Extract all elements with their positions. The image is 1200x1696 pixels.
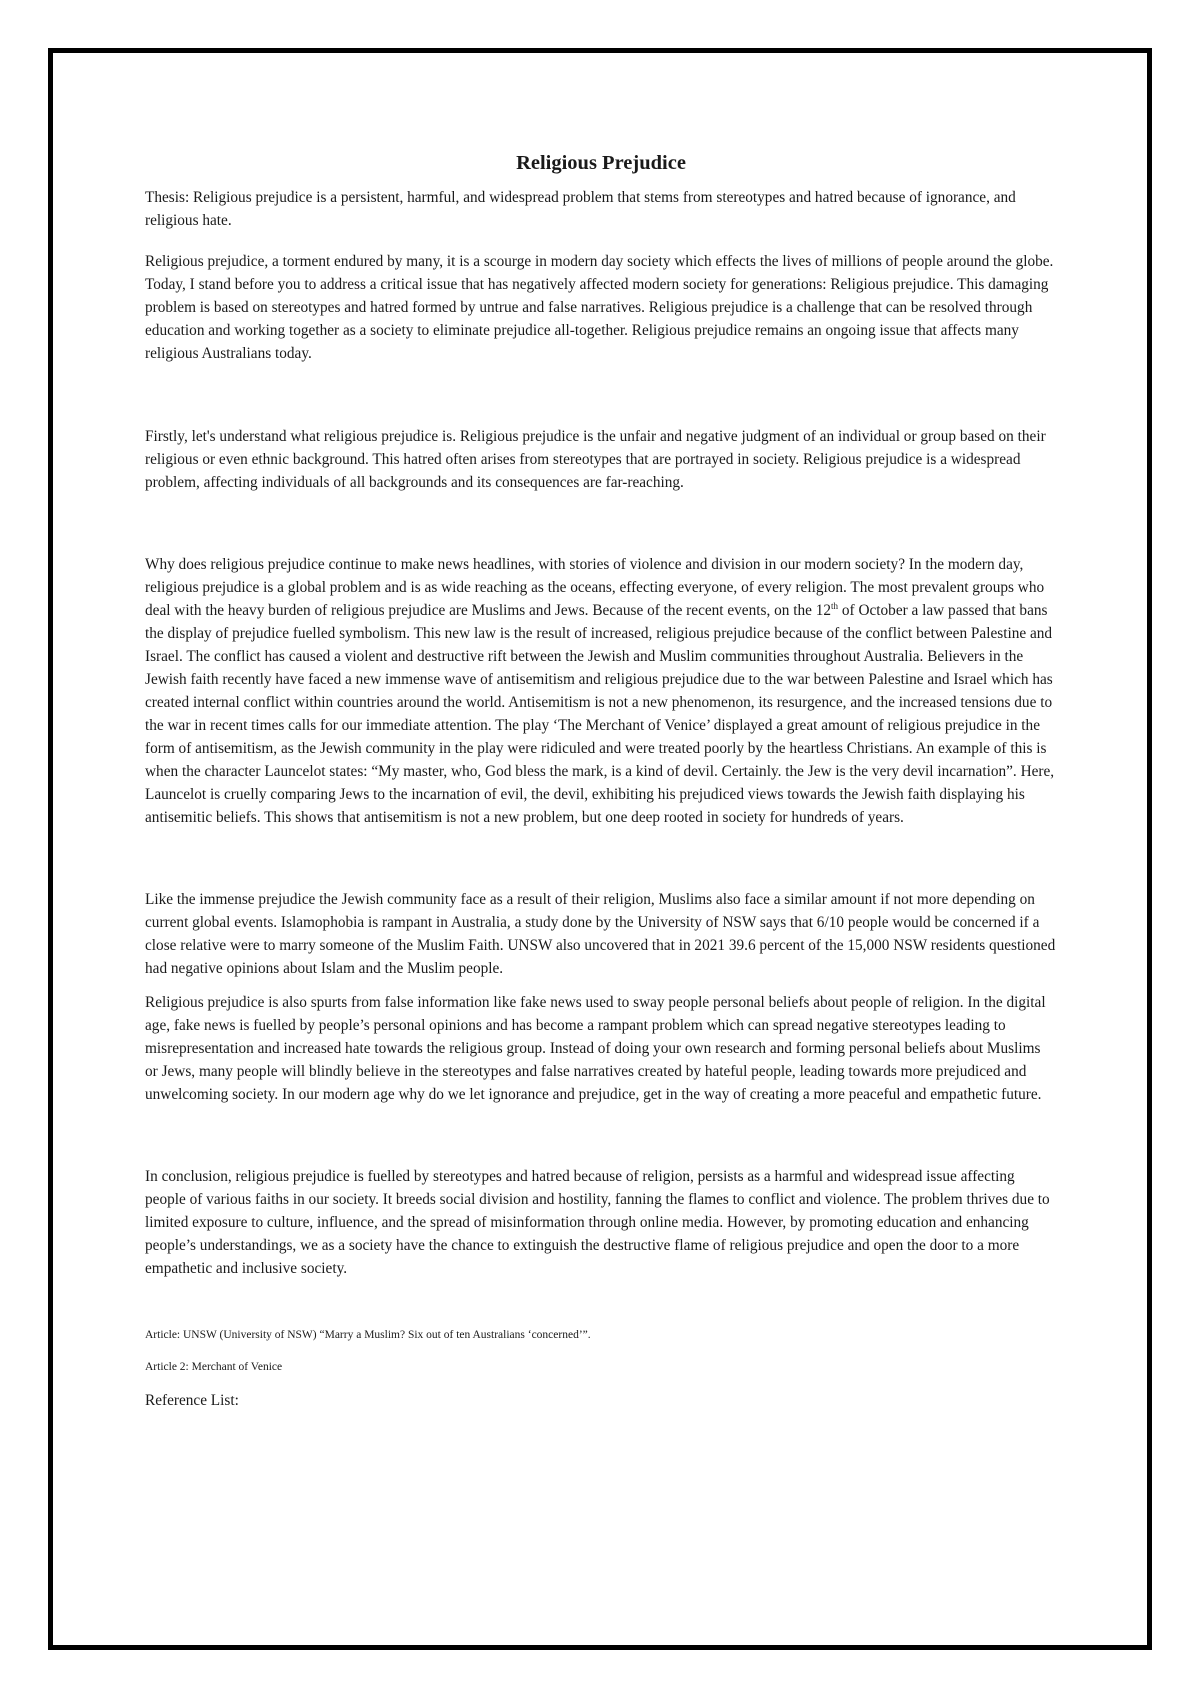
headlines-text-part1: Why does religious prejudice continue to make news headlines, with stories of violence and division in our modern society? In the modern day, religious prejudice is a global problem and is as wide reaching as the oceans, effecting everyone, of every religion. The most prevalent groups who deal with the heavy burden of religious prejudice are Muslims and Jews. Because of the recent events, on the 12: [145, 556, 1045, 619]
islamophobia-paragraph: Like the immense prejudice the Jewish community face as a result of their religion, Muslims also face a similar amount if not more depending on current global events. Islamophobia is rampant in Australia, a study done by the University of NSW says that 6/10 people would be concerned if a close relative were to marry someone of the Muslim Faith. UNSW also uncovered that in 2021 39.6 percent of the 15,000 NSW residents questioned had negative opinions about Islam and the Muslim people.: [145, 891, 1056, 977]
headlines-text-part2: of October a law passed that bans the display of prejudice fuelled symbolism. This new law is the result of increased, religious prejudice because of the conflict between Palestine and Israel. The conflict has caused a violent and destructive rift between the Jewish and Muslim communities throughout Australia. Believers in the Jewish faith recently have faced a new immense wave of antisemitism and religious prejudice due to the war between Palestine and Israel which has created internal conflict within countries around the world. Antisemitism is not a new phenomenon, its resurgence, and the increased tensions due to the war in recent times calls for our immediate attention. The play ‘The Merchant of Venice’ displayed a great amount of religious prejudice in the form of antisemitism, as the Jewish community in the play were ridiculed and were treated poorly by the heartless Christians. An example of this is when the character Launcelot states: “My master, who, God bless the mark, is a kind of devil. Certainly. the Jew is the very devil incarnation”. Here, Launcelot is cruelly comparing Jews to the incarnation of evil, the devil, exhibiting his prejudiced views towards the Jewish faith displaying his antisemitic beliefs. This shows that antisemitism is not a new problem, but one deep rooted in society for hundreds of years.: [145, 602, 1055, 826]
article-citation-2: Article 2: Merchant of Venice: [145, 1361, 283, 1373]
article-citation-1: Article: UNSW (University of NSW) “Marry a Muslim? Six out of ten Australians ‘concerned’”.: [145, 1329, 591, 1341]
intro-paragraph: Religious prejudice, a torment endured by many, it is a scourge in modern day society which effects the lives of millions of people around the globe. Today, I stand before you to address a critical issue that has negatively affected modern society for generations: Religious prejudice. This damaging problem is based on stereotypes and hatred formed by untrue and false narratives. Religious prejudice is a challenge that can be resolved through education and working together as a society to eliminate prejudice all-together. Religious prejudice remains an ongoing issue that affects many religious Australians today.: [145, 253, 1054, 362]
fake-news-paragraph: Religious prejudice is also spurts from false information like fake news used to sway people personal beliefs about people of religion. In the digital age, fake news is fuelled by people’s personal opinions and has become a rampant problem which can spread negative stereotypes leading to misrepresentation and increased hate towards the religious group. Instead of doing your own research and forming personal beliefs about Muslims or Jews, many people will blindly believe in the stereotypes and false narratives created by hateful people, leading towards more prejudiced and unwelcoming society. In our modern age why do we let ignorance and prejudice, get in the way of creating a more peaceful and empathetic future.: [145, 994, 1046, 1103]
reference-list-heading: Reference List:: [145, 1392, 239, 1409]
headlines-paragraph: [145, 553, 1057, 829]
page-title: Religious Prejudice: [516, 152, 686, 174]
conclusion-paragraph: In conclusion, religious prejudice is fuelled by stereotypes and hatred because of religion, persists as a harmful and widespread issue affecting people of various faiths in our society. It breeds social division and hostility, fanning the flames to conflict and violence. The problem thrives due to limited exposure to culture, influence, and the spread of misinformation through online media. However, by promoting education and enhancing people’s understandings, we as a society have the chance to extinguish the destructive flame of religious prejudice and open the door to a more empathetic and inclusive society.: [145, 1168, 1050, 1277]
thesis-paragraph: Thesis: Religious prejudice is a persistent, harmful, and widespread problem that stems from stereotypes and hatred because of ignorance, and religious hate.: [145, 189, 1016, 229]
definition-paragraph: Firstly, let's understand what religious prejudice is. Religious prejudice is the unfair and negative judgment of an individual or group based on their religious or even ethnic background. This hatred often arises from stereotypes that are portrayed in society. Religious prejudice is a widespread problem, affecting individuals of all backgrounds and its consequences are far-reaching.: [145, 428, 1046, 491]
ordinal-superscript: th: [831, 601, 839, 611]
document-body: [145, 150, 1057, 1412]
